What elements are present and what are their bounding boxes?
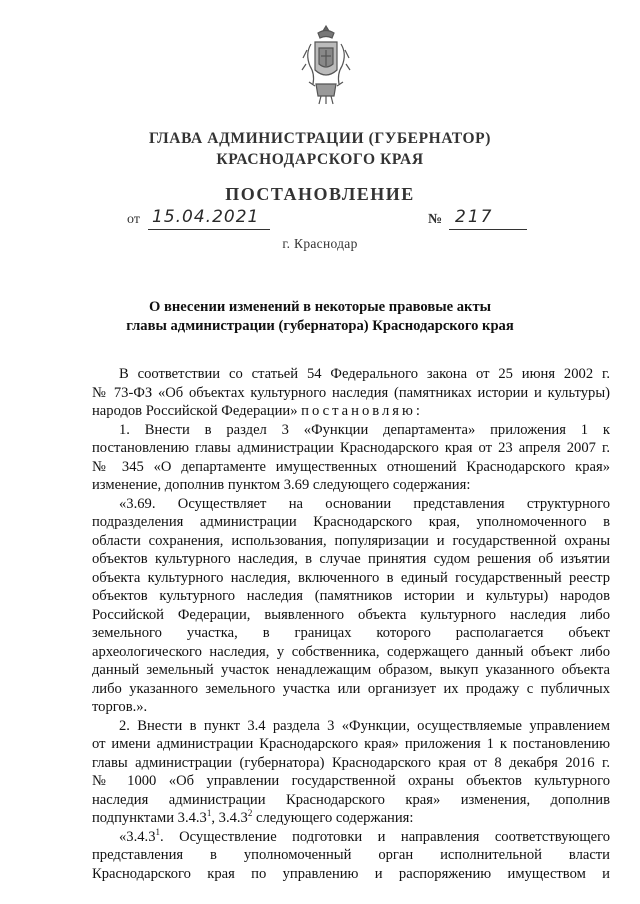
text-line: объектов культурного наследия, в случае принятия судом решения об изъятии: [92, 551, 610, 567]
document-body: [92, 365, 610, 883]
paragraph-preamble: [92, 365, 610, 421]
text-fragment: «3.4.3: [119, 828, 156, 845]
text-line: постановлению главы администрации Краснодарского края от 23 апреля 2007 г.: [92, 440, 610, 456]
paragraph-item-2: [92, 717, 610, 828]
paragraph-quote-3-69: [92, 495, 610, 717]
text-fragment: следующего содержания:: [252, 810, 414, 826]
superscript: 1: [155, 826, 160, 837]
text-line: объекта культурного наследия, включенного в единый государственный реестр: [92, 569, 610, 586]
superscript: 2: [247, 808, 253, 819]
decree-keyword: постановляю:: [301, 403, 423, 419]
text-line: археологического наследия, у собственника, содержащего данный объект либо: [92, 643, 610, 660]
text-line: [92, 828, 610, 847]
document-title: [0, 298, 640, 335]
text-line: представления в уполномоченный орган исполнительной власти: [92, 847, 610, 863]
text-line: изменение, дополнив пунктом 3.69 следующего содержания:: [92, 477, 471, 493]
text-line: области сохранения, использования, популяризации и государственной охраны: [92, 532, 610, 549]
superscript: 1: [206, 808, 212, 819]
text-line: В соответствии со статьей 54 Федерального закона от 25 июня 2002 г.: [119, 366, 610, 382]
text-fragment: народов Российской Федерации»: [92, 403, 302, 419]
text-fragment: , 3.4.3: [211, 810, 248, 826]
number-label: №: [428, 212, 443, 227]
text-line: 1. Внести в раздел 3 «Функции департамента» приложения 1 к: [119, 421, 610, 438]
text-line: данный земельный участок ненадлежащим образом, выкуп указанного объекта: [92, 662, 610, 678]
text-line: № 73-ФЗ «Об объектах культурного наследия (памятниках истории и культуры): [92, 384, 610, 401]
text-line: объектов культурного наследия (памятников истории и культуры) народов: [92, 588, 610, 604]
text-line: Краснодарского края по управлению и распоряжению имуществом и: [92, 865, 610, 882]
text-line: от имени администрации Краснодарского края» приложения 1 к постановлению: [92, 736, 610, 752]
city-label: г. Краснодар: [282, 236, 358, 251]
text-line: 2. Внести в пункт 3.4 раздела 3 «Функции, осуществляемые управлением: [119, 717, 610, 734]
title-line-2: главы администрации (губернатора) Краснодарского края: [126, 317, 514, 334]
date-value: 15.04.2021: [148, 208, 270, 230]
issuer-line-1: ГЛАВА АДМИНИСТРАЦИИ (ГУБЕРНАТОР): [149, 130, 491, 147]
text-line: земельного участка, в границах которого располагается объект: [92, 625, 610, 641]
text-line: главы администрации (губернатора) Краснодарского края от 8 декабря 2016 г.: [92, 754, 610, 771]
issuer-line-2: КРАСНОДАРСКОГО КРАЯ: [216, 151, 424, 168]
text-line: [92, 809, 610, 828]
text-line: Российской Федерации, выявленного объекта культурного наследия либо: [92, 606, 610, 623]
text-line: [92, 402, 610, 421]
paragraph-item-1: [92, 421, 610, 495]
document-type: ПОСТАНОВЛЕНИЕ: [225, 184, 415, 204]
text-line: торгов.».: [92, 699, 148, 715]
text-fragment: подпунктами 3.4.3: [92, 810, 207, 826]
coat-of-arms-icon: [301, 24, 351, 106]
text-line: № 1000 «Об управлении государственной охраны объектов культурного: [92, 773, 610, 789]
text-line: подразделения администрации Краснодарского края, уполномоченного в: [92, 514, 610, 530]
text-line: № 345 «О департаменте имущественных отношений Краснодарского края»: [92, 458, 610, 475]
text-line: наследия администрации Краснодарского края» изменения, дополнив: [92, 791, 610, 808]
text-fragment: . Осуществление подготовки и направления соответствующего: [159, 828, 610, 845]
paragraph-quote-3-4-3: [92, 828, 610, 884]
title-line-1: О внесении изменений в некоторые правовые акты: [148, 299, 492, 315]
text-line: «3.69. Осуществляет на основании представления структурного: [119, 495, 610, 512]
text-line: либо указанного земельного участка или организует их продажу с публичных: [92, 680, 610, 697]
date-label: от: [127, 212, 140, 227]
number-value: 217: [449, 208, 527, 230]
